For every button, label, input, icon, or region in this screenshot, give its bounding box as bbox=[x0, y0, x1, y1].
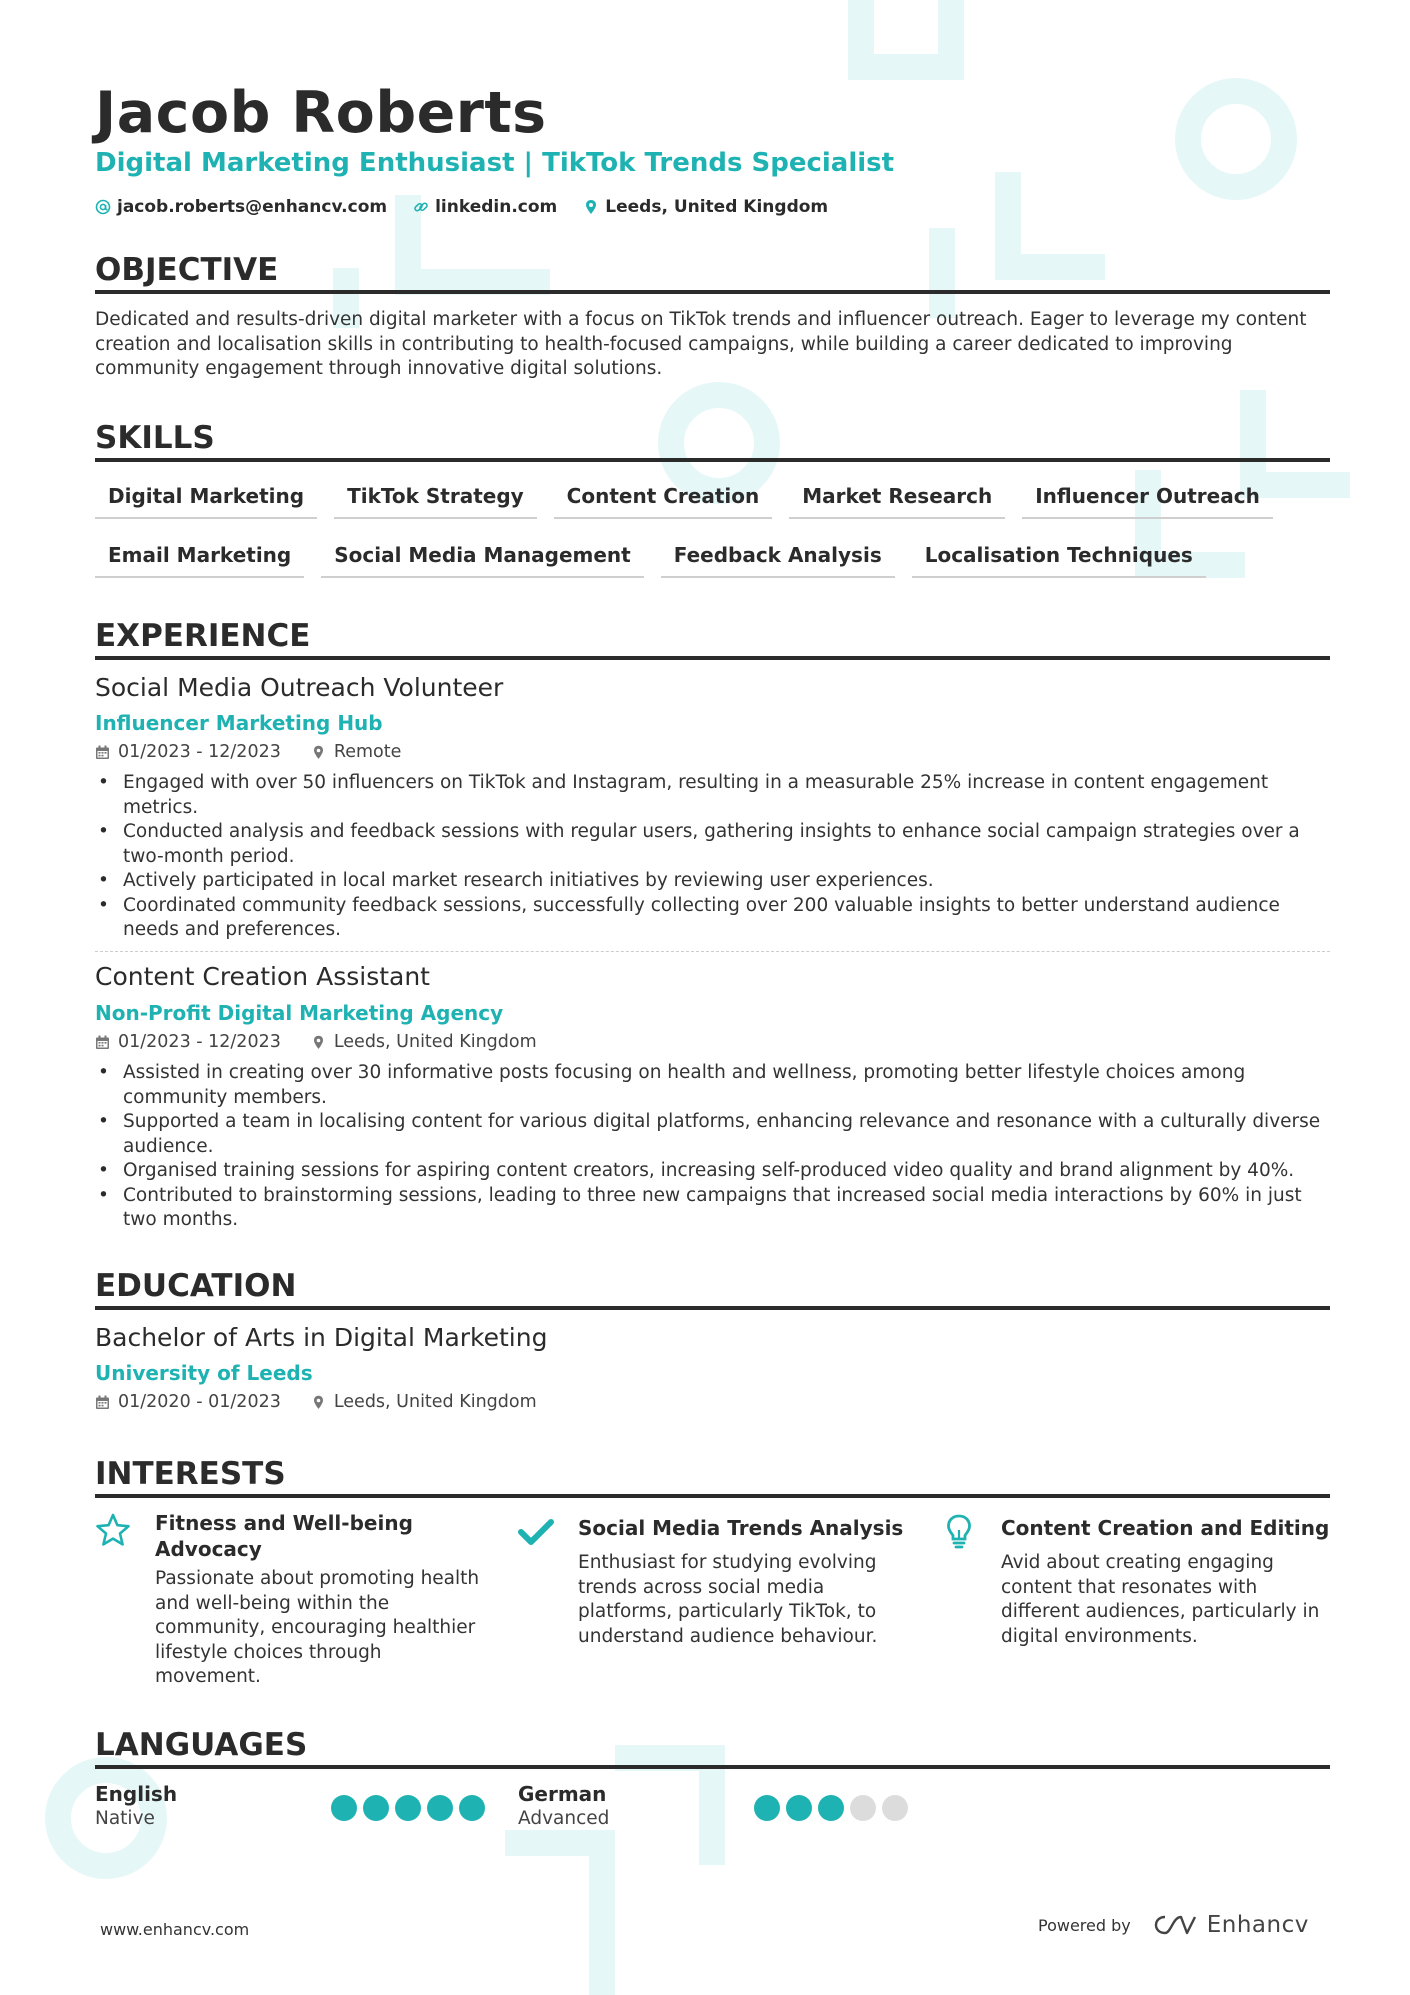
job-location-text: Remote bbox=[333, 742, 402, 762]
interest-title: Fitness and Well-being Advocacy bbox=[155, 1511, 413, 1561]
rating-dot-filled bbox=[427, 1795, 453, 1821]
candidate-name: Jacob Roberts bbox=[95, 80, 547, 146]
star-icon bbox=[95, 1512, 131, 1548]
calendar-icon bbox=[95, 745, 110, 760]
languages-heading: LANGUAGES bbox=[95, 1727, 1330, 1769]
rating-dot-filled bbox=[754, 1795, 780, 1821]
rating-dot-filled bbox=[395, 1795, 421, 1821]
skill-tag: TikTok Strategy bbox=[334, 480, 537, 519]
skill-tag: Social Media Management bbox=[321, 539, 643, 578]
school-name: University of Leeds bbox=[95, 1361, 313, 1385]
language-level: Advanced bbox=[518, 1808, 610, 1829]
interest-description: Enthusiast for studying evolving trends across social media platforms, particularly TikTok, to understand audience behaviour. bbox=[578, 1552, 878, 1647]
objective-heading: OBJECTIVE bbox=[95, 252, 1330, 294]
interests-heading: INTERESTS bbox=[95, 1456, 1330, 1498]
skills-heading: SKILLS bbox=[95, 420, 1330, 462]
experience-heading: EXPERIENCE bbox=[95, 618, 1330, 660]
interest-title: Content Creation and Editing bbox=[1001, 1516, 1330, 1540]
objective-text: Dedicated and results-driven digital marketer with a focus on TikTok trends and influencer outreach. Eager to leverage my content creation and localisation skills in contributing to health-focused campaigns, while building a career dedicated to improving community engagement through innovative digital solutions. bbox=[95, 309, 1307, 379]
interest-title: Social Media Trends Analysis bbox=[578, 1516, 904, 1540]
job-meta bbox=[95, 1032, 537, 1052]
bullet-item: • Organised training sessions for aspiring content creators, increasing self-produced video quality and brand alignment by 40%. bbox=[95, 1159, 1330, 1184]
linkedin-text: linkedin.com bbox=[435, 197, 558, 217]
rating-dot-empty bbox=[850, 1795, 876, 1821]
degree-title: Bachelor of Arts in Digital Marketing bbox=[95, 1323, 548, 1352]
skill-tag: Feedback Analysis bbox=[661, 539, 895, 578]
contact-location bbox=[583, 197, 828, 217]
skill-tag: Influencer Outreach bbox=[1022, 480, 1273, 519]
job-dates-text: 01/2023 - 12/2023 bbox=[118, 742, 281, 762]
location-pin-icon bbox=[311, 745, 326, 760]
language-level: Native bbox=[95, 1808, 155, 1829]
decorative-shape bbox=[848, 0, 964, 80]
job-dates bbox=[95, 1032, 281, 1052]
bullet-item: • Supported a team in localising content for various digital platforms, enhancing relevance and resonance with a culturally diverse audience. bbox=[95, 1110, 1330, 1159]
education-location bbox=[311, 1392, 537, 1412]
education-dates bbox=[95, 1392, 281, 1412]
location-text: Leeds, United Kingdom bbox=[605, 197, 829, 217]
job-meta bbox=[95, 742, 401, 762]
company-name: Non-Profit Digital Marketing Agency bbox=[95, 1001, 504, 1025]
brand-logo[interactable] bbox=[1153, 1912, 1309, 1938]
footer-branding bbox=[1038, 1912, 1309, 1938]
job-location-text: Leeds, United Kingdom bbox=[333, 1032, 537, 1052]
skill-tag: Email Marketing bbox=[95, 539, 304, 578]
interest-description: Avid about creating engaging content that resonates with different audiences, particularly in digital environments. bbox=[1001, 1552, 1320, 1647]
footer-website[interactable]: www.enhancv.com bbox=[100, 1920, 250, 1939]
location-pin-icon bbox=[311, 1395, 326, 1410]
skills-list bbox=[95, 480, 1330, 578]
skill-tag: Digital Marketing bbox=[95, 480, 317, 519]
skill-tag: Market Research bbox=[789, 480, 1005, 519]
rating-dot-filled bbox=[363, 1795, 389, 1821]
link-icon bbox=[413, 199, 429, 215]
education-heading: EDUCATION bbox=[95, 1268, 1330, 1310]
bullet-item: • Contributed to brainstorming sessions, leading to three new campaigns that increased social media interactions by 60% in just two months. bbox=[95, 1184, 1330, 1233]
job-location bbox=[311, 1032, 537, 1052]
job-bullets bbox=[95, 1061, 1330, 1233]
candidate-tagline: Digital Marketing Enthusiast | TikTok Trends Specialist bbox=[95, 148, 895, 178]
bullet-item: • Coordinated community feedback sessions, successfully collecting over 200 valuable insights to better understand audience needs and preferences. bbox=[95, 894, 1330, 943]
powered-by-label: Powered by bbox=[1038, 1915, 1131, 1935]
skill-tag: Localisation Techniques bbox=[912, 539, 1206, 578]
lightbulb-icon bbox=[941, 1513, 977, 1549]
rating-dot-filled bbox=[818, 1795, 844, 1821]
job-dates-text: 01/2023 - 12/2023 bbox=[118, 1032, 281, 1052]
education-dates-text: 01/2020 - 01/2023 bbox=[118, 1392, 281, 1412]
language-rating bbox=[754, 1795, 908, 1821]
brand-name: Enhancv bbox=[1206, 1912, 1309, 1938]
job-title: Content Creation Assistant bbox=[95, 962, 430, 991]
bullet-item: • Engaged with over 50 influencers on TikTok and Instagram, resulting in a measurable 25% increase in content engagement metrics. bbox=[95, 771, 1330, 820]
email-text: jacob.roberts@enhancv.com bbox=[117, 197, 388, 217]
contact-email[interactable] bbox=[95, 197, 387, 217]
job-dates bbox=[95, 742, 281, 762]
rating-dot-empty bbox=[882, 1795, 908, 1821]
checkmark-icon bbox=[518, 1514, 554, 1550]
contact-bar bbox=[95, 197, 828, 217]
contact-linkedin[interactable] bbox=[413, 197, 557, 217]
divider bbox=[95, 951, 1330, 952]
bullet-item: • Conducted analysis and feedback sessions with regular users, gathering insights to enhance social campaign strategies over a two-month period. bbox=[95, 820, 1330, 869]
language-item bbox=[95, 1782, 177, 1829]
language-name: German bbox=[518, 1782, 607, 1806]
decorative-ring bbox=[1175, 78, 1297, 200]
calendar-icon bbox=[95, 1395, 110, 1410]
job-location bbox=[311, 742, 402, 762]
decorative-shape bbox=[505, 1830, 615, 1995]
calendar-icon bbox=[95, 1035, 110, 1050]
skill-tag: Content Creation bbox=[554, 480, 773, 519]
language-rating bbox=[331, 1795, 485, 1821]
interest-description: Passionate about promoting health and well-being within the community, encouraging healthier lifestyle choices through movement. bbox=[155, 1568, 480, 1687]
education-location-text: Leeds, United Kingdom bbox=[333, 1392, 537, 1412]
rating-dot-filled bbox=[786, 1795, 812, 1821]
rating-dot-filled bbox=[331, 1795, 357, 1821]
company-name: Influencer Marketing Hub bbox=[95, 711, 383, 735]
location-pin-icon bbox=[311, 1035, 326, 1050]
language-item bbox=[518, 1782, 609, 1829]
education-meta bbox=[95, 1392, 537, 1412]
at-icon bbox=[95, 199, 111, 215]
rating-dot-filled bbox=[459, 1795, 485, 1821]
enhancv-logo-icon bbox=[1153, 1913, 1199, 1937]
job-title: Social Media Outreach Volunteer bbox=[95, 673, 504, 702]
language-name: English bbox=[95, 1782, 178, 1806]
bullet-item: • Actively participated in local market research initiatives by reviewing user experiences. bbox=[95, 869, 1330, 894]
job-bullets bbox=[95, 771, 1330, 943]
bullet-item: • Assisted in creating over 30 informative posts focusing on health and wellness, promoting better lifestyle choices among community members. bbox=[95, 1061, 1330, 1110]
location-pin-icon bbox=[583, 199, 599, 215]
